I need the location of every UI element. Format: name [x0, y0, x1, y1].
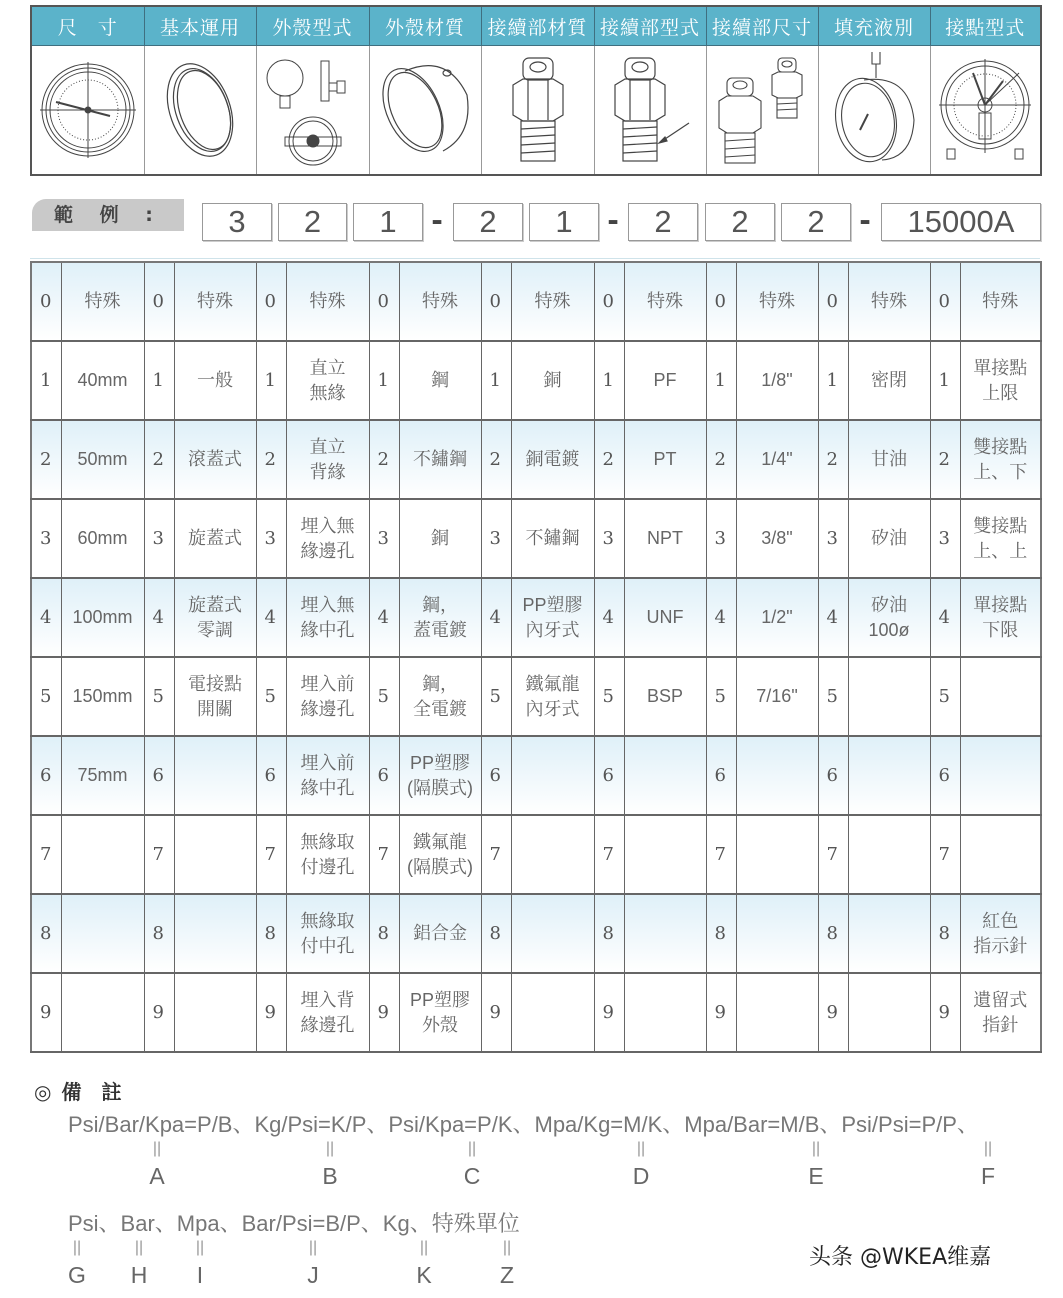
category-image-connection-material — [481, 46, 594, 176]
code-option-label: 150mm — [61, 657, 144, 736]
code-number: 9 — [256, 973, 286, 1052]
category-image-size — [31, 46, 144, 176]
liquid-filled-gauge-icon — [824, 50, 924, 170]
code-table-row — [31, 815, 1041, 894]
example-digit-case-material: 2 — [453, 203, 523, 241]
code-option-label — [736, 736, 818, 815]
code-number: 2 — [31, 420, 61, 499]
code-number: 3 — [930, 499, 960, 578]
equals-mark: || — [636, 1140, 646, 1157]
code-option-label — [174, 894, 256, 973]
code-option-label: 1/4" — [736, 420, 818, 499]
code-number: 9 — [818, 973, 848, 1052]
code-number: 1 — [818, 341, 848, 420]
code-option-label: 遺留式 指針 — [960, 973, 1041, 1052]
category-header-fill-liquid: 填充液別 — [818, 6, 930, 46]
code-option-label: PP塑膠 內牙式 — [511, 578, 594, 657]
category-header-connection-size: 接續部尺寸 — [706, 6, 818, 46]
code-number: 9 — [369, 973, 399, 1052]
example-separator: - — [859, 204, 871, 237]
code-number: 5 — [594, 657, 624, 736]
example-digit-size: 3 — [202, 203, 272, 241]
code-option-label: 矽油 — [848, 499, 930, 578]
code-number: 5 — [256, 657, 286, 736]
category-header-contact-type: 接點型式 — [930, 6, 1041, 46]
code-number: 0 — [31, 262, 61, 341]
code-option-label: 特殊 — [960, 262, 1041, 341]
code-number: 2 — [818, 420, 848, 499]
code-number: 1 — [706, 341, 736, 420]
code-option-label — [624, 973, 706, 1052]
code-number: 0 — [369, 262, 399, 341]
unit-code-j: J — [307, 1262, 319, 1288]
code-table — [30, 261, 1042, 1053]
code-number: 8 — [256, 894, 286, 973]
unit-code-z: Z — [499, 1262, 515, 1288]
code-number: 2 — [256, 420, 286, 499]
code-number: 4 — [706, 578, 736, 657]
code-number: 0 — [256, 262, 286, 341]
code-option-label: 無緣取 付邊孔 — [286, 815, 369, 894]
example-separator: - — [431, 204, 443, 237]
code-number: 8 — [594, 894, 624, 973]
code-option-label: 特殊 — [399, 262, 481, 341]
code-option-label — [736, 973, 818, 1052]
code-number: 9 — [144, 973, 174, 1052]
code-number: 2 — [594, 420, 624, 499]
code-option-label — [624, 736, 706, 815]
code-number: 7 — [818, 815, 848, 894]
bezel-ring-icon — [155, 55, 245, 165]
code-table-row — [31, 657, 1041, 736]
code-option-label: 3/8" — [736, 499, 818, 578]
code-number: 8 — [369, 894, 399, 973]
code-number: 1 — [31, 341, 61, 420]
category-header-basic-use: 基本運用 — [144, 6, 256, 46]
equals-mark: || — [308, 1239, 318, 1256]
code-number: 3 — [818, 499, 848, 578]
code-option-label: 100mm — [61, 578, 144, 657]
code-number: 8 — [818, 894, 848, 973]
code-number: 0 — [481, 262, 511, 341]
code-option-label: 矽油 100ø — [848, 578, 930, 657]
code-option-label: 75mm — [61, 736, 144, 815]
code-option-label: NPT — [624, 499, 706, 578]
code-table-body — [31, 262, 1041, 1052]
code-option-label: PP塑膠 (隔膜式) — [399, 736, 481, 815]
code-option-label: PP塑膠 外殼 — [399, 973, 481, 1052]
code-number: 7 — [31, 815, 61, 894]
code-option-label: 鋼， 蓋電鍍 — [399, 578, 481, 657]
code-option-label: 埋入前 緣邊孔 — [286, 657, 369, 736]
equals-mark: || — [502, 1239, 512, 1256]
case-shell-icon — [375, 55, 475, 165]
code-option-label — [736, 815, 818, 894]
code-option-label — [511, 973, 594, 1052]
code-option-label: 60mm — [61, 499, 144, 578]
code-option-label — [511, 894, 594, 973]
code-number: 3 — [31, 499, 61, 578]
code-number: 8 — [706, 894, 736, 973]
code-option-label: BSP — [624, 657, 706, 736]
code-number: 3 — [256, 499, 286, 578]
unit-code-a: A — [149, 1163, 165, 1189]
example-code-row — [32, 197, 1042, 245]
code-option-label: 紅色 指示針 — [960, 894, 1041, 973]
code-option-label: 鐵氟龍 內牙式 — [511, 657, 594, 736]
code-number: 9 — [706, 973, 736, 1052]
code-option-label: 特殊 — [848, 262, 930, 341]
code-option-label: 50mm — [61, 420, 144, 499]
code-option-label: 1/8" — [736, 341, 818, 420]
divider — [30, 258, 1040, 259]
code-option-label: 直立 無緣 — [286, 341, 369, 420]
example-digit-fill-liquid: 2 — [781, 203, 851, 241]
category-image-row — [31, 46, 1041, 176]
code-number: 5 — [706, 657, 736, 736]
code-option-label: 特殊 — [511, 262, 594, 341]
code-option-label — [848, 657, 930, 736]
unit-code-i: I — [196, 1262, 204, 1288]
code-option-label: 埋入前 緣中孔 — [286, 736, 369, 815]
code-number: 9 — [930, 973, 960, 1052]
code-number: 5 — [930, 657, 960, 736]
code-option-label — [61, 973, 144, 1052]
code-option-label — [960, 657, 1041, 736]
code-number: 3 — [369, 499, 399, 578]
code-option-label: 甘油 — [848, 420, 930, 499]
code-option-label: 40mm — [61, 341, 144, 420]
category-header-connection-type: 接續部型式 — [594, 6, 706, 46]
equals-mark: || — [811, 1140, 821, 1157]
example-label: 範 例 : — [32, 199, 184, 231]
code-number: 5 — [481, 657, 511, 736]
code-option-label: 不鏽鋼 — [399, 420, 481, 499]
category-header-connection-material: 接續部材質 — [481, 6, 594, 46]
code-option-label: 埋入背 緣邊孔 — [286, 973, 369, 1052]
unit-code-g: G — [68, 1262, 86, 1288]
unit-code-b: B — [322, 1163, 338, 1189]
code-number: 8 — [930, 894, 960, 973]
code-table-row — [31, 341, 1041, 420]
unit-formula-line-1: Psi/Bar/Kpa=P/B、Kg/Psi=K/P、Psi/Kpa=P/K、Mpa/Kg=M/K、Mpa/Bar=M/B、Psi/Psi=P/P、 — [68, 1112, 979, 1137]
example-digit-case-type: 1 — [353, 203, 423, 241]
code-number: 8 — [31, 894, 61, 973]
category-image-connection-size — [706, 46, 818, 176]
code-number: 4 — [256, 578, 286, 657]
code-option-label: 特殊 — [61, 262, 144, 341]
fitting-thread-icon — [605, 53, 695, 168]
fitting-material-icon — [503, 53, 573, 168]
code-option-label: PF — [624, 341, 706, 420]
code-number: 4 — [31, 578, 61, 657]
code-number: 5 — [144, 657, 174, 736]
code-number: 7 — [594, 815, 624, 894]
code-option-label — [848, 894, 930, 973]
double-circle-icon: ◎ — [34, 1080, 52, 1104]
code-number: 6 — [481, 736, 511, 815]
code-option-label — [174, 973, 256, 1052]
code-number: 2 — [144, 420, 174, 499]
code-number: 4 — [481, 578, 511, 657]
category-image-case-material — [369, 46, 481, 176]
code-option-label: 旋蓋式 零調 — [174, 578, 256, 657]
code-table-row — [31, 578, 1041, 657]
code-number: 9 — [594, 973, 624, 1052]
code-option-label — [624, 894, 706, 973]
code-option-label: 銅電鍍 — [511, 420, 594, 499]
equals-mark: || — [983, 1140, 993, 1157]
code-number: 2 — [481, 420, 511, 499]
code-table-row — [31, 420, 1041, 499]
code-option-label: 特殊 — [736, 262, 818, 341]
code-number: 0 — [144, 262, 174, 341]
case-types-icon — [263, 53, 363, 168]
category-image-contact-type — [930, 46, 1041, 176]
code-number: 1 — [369, 341, 399, 420]
code-option-label: 鐵氟龍 (隔膜式) — [399, 815, 481, 894]
example-digit-connection-type: 2 — [628, 203, 698, 241]
category-image-fill-liquid — [818, 46, 930, 176]
equals-mark: || — [419, 1239, 429, 1256]
code-table-row — [31, 973, 1041, 1052]
code-number: 4 — [818, 578, 848, 657]
code-number: 5 — [369, 657, 399, 736]
code-option-label: 鋼， 全電鍍 — [399, 657, 481, 736]
category-header-size: 尺 寸 — [31, 6, 144, 46]
code-option-label: UNF — [624, 578, 706, 657]
code-number: 7 — [930, 815, 960, 894]
code-option-label — [960, 815, 1041, 894]
code-option-label: 一般 — [174, 341, 256, 420]
notes-heading — [34, 1076, 141, 1105]
code-number: 6 — [930, 736, 960, 815]
code-option-label — [624, 815, 706, 894]
code-number: 7 — [144, 815, 174, 894]
code-number: 8 — [144, 894, 174, 973]
code-option-label — [848, 736, 930, 815]
code-option-label — [174, 736, 256, 815]
code-number: 9 — [481, 973, 511, 1052]
code-number: 1 — [481, 341, 511, 420]
unit-code-h: H — [130, 1262, 148, 1288]
code-number: 6 — [31, 736, 61, 815]
code-number: 9 — [31, 973, 61, 1052]
example-digit-basic-use: 2 — [278, 203, 347, 241]
category-image-case-type — [256, 46, 369, 176]
code-table-row — [31, 736, 1041, 815]
code-number: 7 — [256, 815, 286, 894]
code-option-label: 特殊 — [174, 262, 256, 341]
code-option-label — [174, 815, 256, 894]
code-number: 7 — [706, 815, 736, 894]
code-number: 3 — [144, 499, 174, 578]
unit-code-d: D — [632, 1163, 650, 1189]
code-option-label: 滾蓋式 — [174, 420, 256, 499]
code-table-row — [31, 894, 1041, 973]
code-option-label — [511, 815, 594, 894]
category-image-basic-use — [144, 46, 256, 176]
code-option-label: 鋁合金 — [399, 894, 481, 973]
code-number: 0 — [594, 262, 624, 341]
code-option-label: 電接點 開關 — [174, 657, 256, 736]
equals-mark: || — [325, 1140, 335, 1157]
category-header-row — [31, 6, 1041, 46]
code-number: 7 — [481, 815, 511, 894]
code-number: 0 — [818, 262, 848, 341]
code-number: 4 — [369, 578, 399, 657]
equals-mark: || — [152, 1140, 162, 1157]
equals-mark: || — [134, 1239, 144, 1256]
code-number: 6 — [369, 736, 399, 815]
equals-mark: || — [467, 1140, 477, 1157]
code-option-label — [848, 815, 930, 894]
code-option-label: 單接點 上限 — [960, 341, 1041, 420]
category-table — [30, 5, 1042, 176]
contact-gauge-icon — [935, 53, 1035, 168]
code-number: 6 — [594, 736, 624, 815]
code-option-label: 銅 — [511, 341, 594, 420]
code-number: 2 — [369, 420, 399, 499]
code-option-label: 埋入無 緣邊孔 — [286, 499, 369, 578]
code-number: 4 — [594, 578, 624, 657]
code-option-label: 無緣取 付中孔 — [286, 894, 369, 973]
example-digit-connection-material: 1 — [529, 203, 599, 241]
code-number: 6 — [706, 736, 736, 815]
code-number: 8 — [481, 894, 511, 973]
code-option-label: 特殊 — [624, 262, 706, 341]
code-number: 1 — [256, 341, 286, 420]
code-option-label — [848, 973, 930, 1052]
unit-formula-line-2: Psi、Bar、Mpa、Bar/Psi=B/P、Kg、特殊單位 — [68, 1211, 520, 1236]
code-number: 1 — [144, 341, 174, 420]
code-option-label — [960, 736, 1041, 815]
code-number: 3 — [594, 499, 624, 578]
code-number: 3 — [706, 499, 736, 578]
unit-code-e: E — [808, 1163, 824, 1189]
gauge-dial-icon — [38, 60, 138, 160]
code-option-label — [61, 815, 144, 894]
code-option-label: 單接點 下限 — [960, 578, 1041, 657]
code-number: 6 — [144, 736, 174, 815]
code-option-label — [736, 894, 818, 973]
code-option-label: 不鏽鋼 — [511, 499, 594, 578]
code-number: 1 — [594, 341, 624, 420]
code-option-label: 7/16" — [736, 657, 818, 736]
equals-mark: || — [195, 1239, 205, 1256]
code-number: 3 — [481, 499, 511, 578]
code-option-label: 密閉 — [848, 341, 930, 420]
code-option-label: 1/2" — [736, 578, 818, 657]
example-separator: - — [607, 204, 619, 237]
code-number: 0 — [706, 262, 736, 341]
category-image-connection-type — [594, 46, 706, 176]
code-number: 7 — [369, 815, 399, 894]
watermark: 头条 @WKEA维嘉 — [809, 1245, 992, 1270]
code-option-label: 雙接點 上、上 — [960, 499, 1041, 578]
unit-code-k: K — [416, 1262, 432, 1288]
fitting-sizes-icon — [712, 53, 812, 168]
code-number: 5 — [31, 657, 61, 736]
code-table-row — [31, 262, 1041, 341]
category-header-case-material: 外殼材質 — [369, 6, 481, 46]
code-number: 2 — [706, 420, 736, 499]
code-number: 5 — [818, 657, 848, 736]
code-option-label: PT — [624, 420, 706, 499]
code-option-label: 鋼 — [399, 341, 481, 420]
code-option-label: 銅 — [399, 499, 481, 578]
code-number: 4 — [930, 578, 960, 657]
example-digit-connection-size: 2 — [705, 203, 775, 241]
unit-code-c: C — [463, 1163, 481, 1189]
code-number: 0 — [930, 262, 960, 341]
code-option-label — [61, 894, 144, 973]
code-option-label: 埋入無 緣中孔 — [286, 578, 369, 657]
code-option-label: 旋蓋式 — [174, 499, 256, 578]
code-option-label: 直立 背緣 — [286, 420, 369, 499]
equals-mark: || — [72, 1239, 82, 1256]
category-header-case-type: 外殼型式 — [256, 6, 369, 46]
code-option-label — [511, 736, 594, 815]
code-number: 6 — [818, 736, 848, 815]
code-option-label: 雙接點 上、下 — [960, 420, 1041, 499]
code-number: 1 — [930, 341, 960, 420]
code-number: 4 — [144, 578, 174, 657]
example-digit-range-unit: 15000A — [881, 203, 1041, 241]
notes-title: 備註 — [61, 1080, 142, 1104]
code-option-label: 特殊 — [286, 262, 369, 341]
code-number: 2 — [930, 420, 960, 499]
code-number: 6 — [256, 736, 286, 815]
code-table-row — [31, 499, 1041, 578]
unit-code-f: F — [980, 1163, 996, 1189]
